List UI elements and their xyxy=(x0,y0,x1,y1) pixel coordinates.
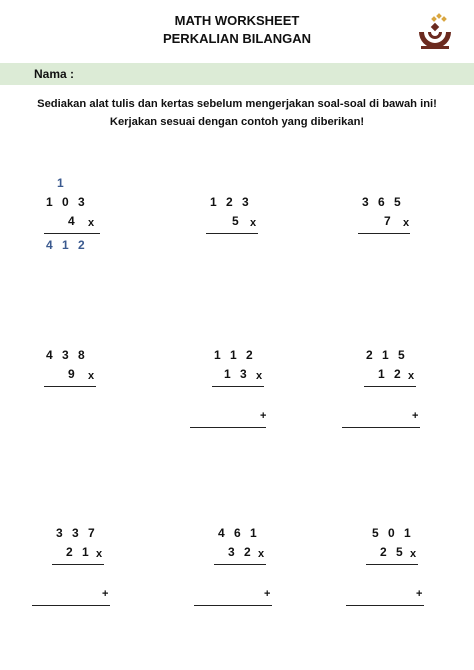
multiplicand: 4 3 8 xyxy=(46,348,88,362)
answer-line[interactable] xyxy=(194,605,272,606)
multiplier: 1 3 xyxy=(224,367,250,381)
multiplier: 3 2 xyxy=(228,545,254,559)
answer-line[interactable] xyxy=(342,427,420,428)
multiply-sign: x xyxy=(88,217,95,229)
instruction-line-1: Sediakan alat tulis dan kertas sebelum mengerjakan soal-soal di bawah ini! xyxy=(37,98,437,110)
multiplicand: 3 3 7 xyxy=(56,526,98,540)
multiply-sign: x xyxy=(408,370,415,382)
example-multiplicand: 1 0 3 xyxy=(46,195,88,209)
worksheet-title: MATH WORKSHEET xyxy=(174,13,300,28)
multiplicand: 5 0 1 xyxy=(372,526,414,540)
partial-line xyxy=(212,386,264,387)
multiplier: 2 1 xyxy=(66,545,92,559)
partial-line xyxy=(364,386,416,387)
result-line xyxy=(44,233,100,234)
multiply-sign: x xyxy=(256,370,263,382)
example-multiplier: 4 xyxy=(68,214,78,228)
answer-line[interactable] xyxy=(190,427,266,428)
instruction-line-2: Kerjakan sesuai dengan contoh yang diberikan! xyxy=(109,116,365,128)
answer-line[interactable] xyxy=(44,386,96,387)
answer-line[interactable] xyxy=(206,233,258,234)
multiplicand: 1 1 2 xyxy=(214,348,256,362)
name-label: Nama : xyxy=(34,67,75,81)
multiplier: 9 xyxy=(68,367,78,381)
plus-sign: + xyxy=(260,410,267,422)
multiply-sign: x xyxy=(410,548,417,560)
name-field-bar[interactable] xyxy=(0,63,474,85)
multiplicand: 3 6 5 xyxy=(362,195,404,209)
partial-line xyxy=(52,564,104,565)
lamp-logo-icon xyxy=(413,10,457,54)
multiplicand: 1 2 3 xyxy=(210,195,252,209)
plus-sign: + xyxy=(416,588,423,600)
multiply-sign: x xyxy=(258,548,265,560)
answer-line[interactable] xyxy=(346,605,424,606)
partial-line xyxy=(214,564,266,565)
example-answer: 4 1 2 xyxy=(46,238,88,252)
multiplier: 7 xyxy=(384,214,394,228)
multiplier: 5 xyxy=(232,214,242,228)
partial-line xyxy=(366,564,418,565)
answer-line[interactable] xyxy=(358,233,410,234)
multiplicand: 2 1 5 xyxy=(366,348,408,362)
answer-line[interactable] xyxy=(32,605,110,606)
multiplicand: 4 6 1 xyxy=(218,526,260,540)
plus-sign: + xyxy=(264,588,271,600)
plus-sign: + xyxy=(412,410,419,422)
worksheet-subtitle: PERKALIAN BILANGAN xyxy=(162,31,312,46)
example-carry: 1 xyxy=(57,176,67,190)
multiply-sign: x xyxy=(96,548,103,560)
multiply-sign: x xyxy=(250,217,257,229)
multiplier: 1 2 xyxy=(378,367,404,381)
multiply-sign: x xyxy=(88,370,95,382)
plus-sign: + xyxy=(102,588,109,600)
multiplier: 2 5 xyxy=(380,545,406,559)
multiply-sign: x xyxy=(403,217,410,229)
